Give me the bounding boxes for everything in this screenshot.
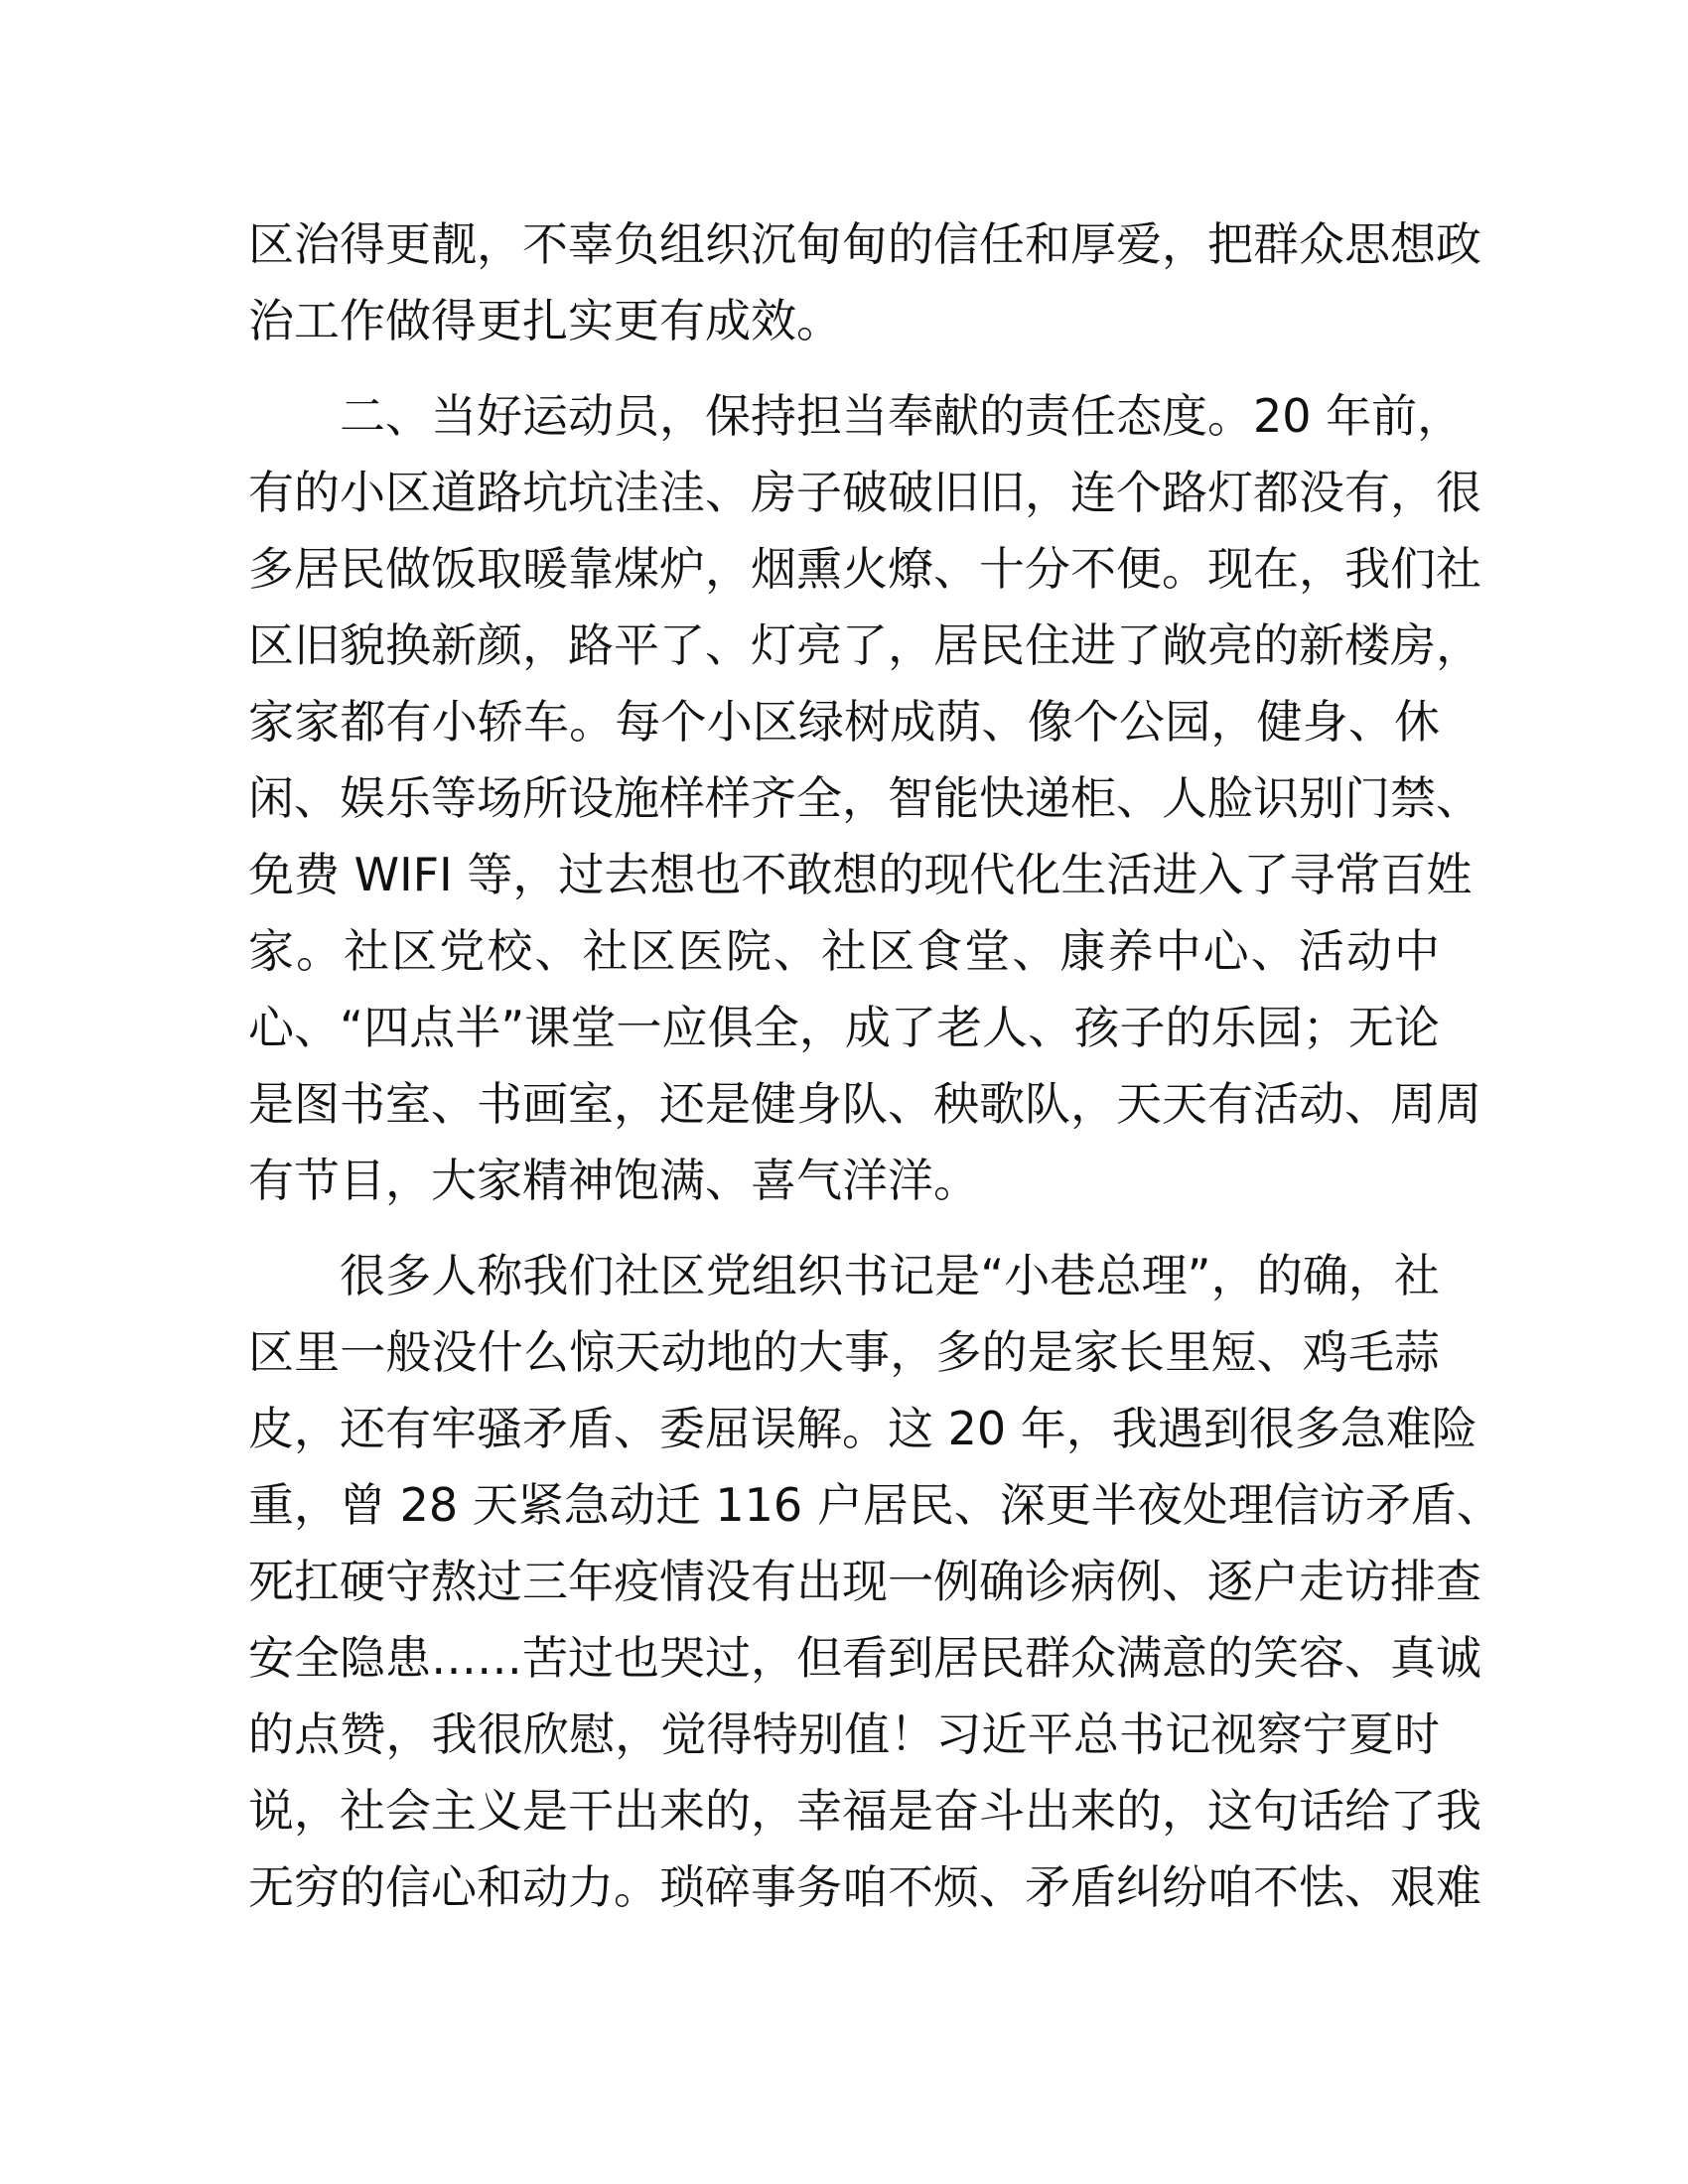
text-line: 有节目，大家精神饱满、喜气洋洋。 (248, 1154, 979, 1207)
text-line: 的点赞，我很欣慰，觉得特别值！习近平总书记视察宁夏时 (248, 1707, 1440, 1761)
text-line: 多居民做饭取暖靠煤炉，烟熏火燎、十分不便。现在，我们社 (248, 542, 1481, 596)
text-line: 有的小区道路坑坑洼洼、房子破破旧旧，连个路灯都没有，很 (248, 466, 1481, 519)
paragraph (248, 1238, 1502, 1926)
text-line: 皮，还有牢骚矛盾、委屈误解。这 20 年，我遇到很多急难险 (248, 1402, 1477, 1455)
text-line: 闲、娱乐等场所设施样样齐全，智能快递柜、人脸识别门禁、 (248, 771, 1481, 825)
paragraph (248, 206, 1481, 359)
text-line: 家家都有小轿车。每个小区绿树成荫、像个公园，健身、休 (248, 695, 1440, 749)
text-line: 区旧貌换新颜，路平了、灯亮了，居民住进了敞亮的新楼房， (248, 618, 1481, 672)
text-line: 区里一般没什么惊天动地的大事，多的是家长里短、鸡毛蒜 (248, 1325, 1440, 1379)
text-line: 家。社区党校、社区医院、社区食堂、康养中心、活动中 (248, 924, 1440, 978)
text-line: 区治得更靓，不辜负组织沉甸甸的信任和厚爱，把群众思想政 (248, 217, 1481, 271)
text-line: 治工作做得更扎实更有成效。 (248, 294, 842, 347)
paragraph (248, 378, 1481, 1219)
text-line: 免费 WIFI 等，过去想也不敢想的现代化生活进入了寻常百姓 (248, 848, 1473, 901)
paragraph-spacer (248, 359, 1440, 378)
document-body (248, 206, 1502, 1926)
text-line: 说，社会主义是干出来的，幸福是奋斗出来的，这句话给了我 (248, 1784, 1481, 1838)
paragraph-spacer (248, 1219, 1440, 1238)
text-line: 安全隐患……苦过也哭过，但看到居民群众满意的笑容、真诚 (248, 1631, 1481, 1685)
text-line: 重，曾 28 天紧急动迁 116 户居民、深更半夜处理信访矛盾、 (248, 1478, 1502, 1532)
text-line: 二、当好运动员，保持担当奉献的责任态度。20 年前， (340, 389, 1464, 443)
text-line: 死扛硬守熬过三年疫情没有出现一例确诊病例、逐户走访排查 (248, 1555, 1481, 1608)
text-line: 无穷的信心和动力。琐碎事务咱不烦、矛盾纠纷咱不怯、艰难 (248, 1860, 1481, 1914)
text-line: 很多人称我们社区党组织书记是“小巷总理”，的确，社 (340, 1249, 1440, 1302)
text-line: 是图书室、书画室，还是健身队、秧歌队，天天有活动、周周 (248, 1077, 1481, 1131)
text-line: 心、“四点半”课堂一应俱全，成了老人、孩子的乐园；无论 (248, 1001, 1440, 1054)
